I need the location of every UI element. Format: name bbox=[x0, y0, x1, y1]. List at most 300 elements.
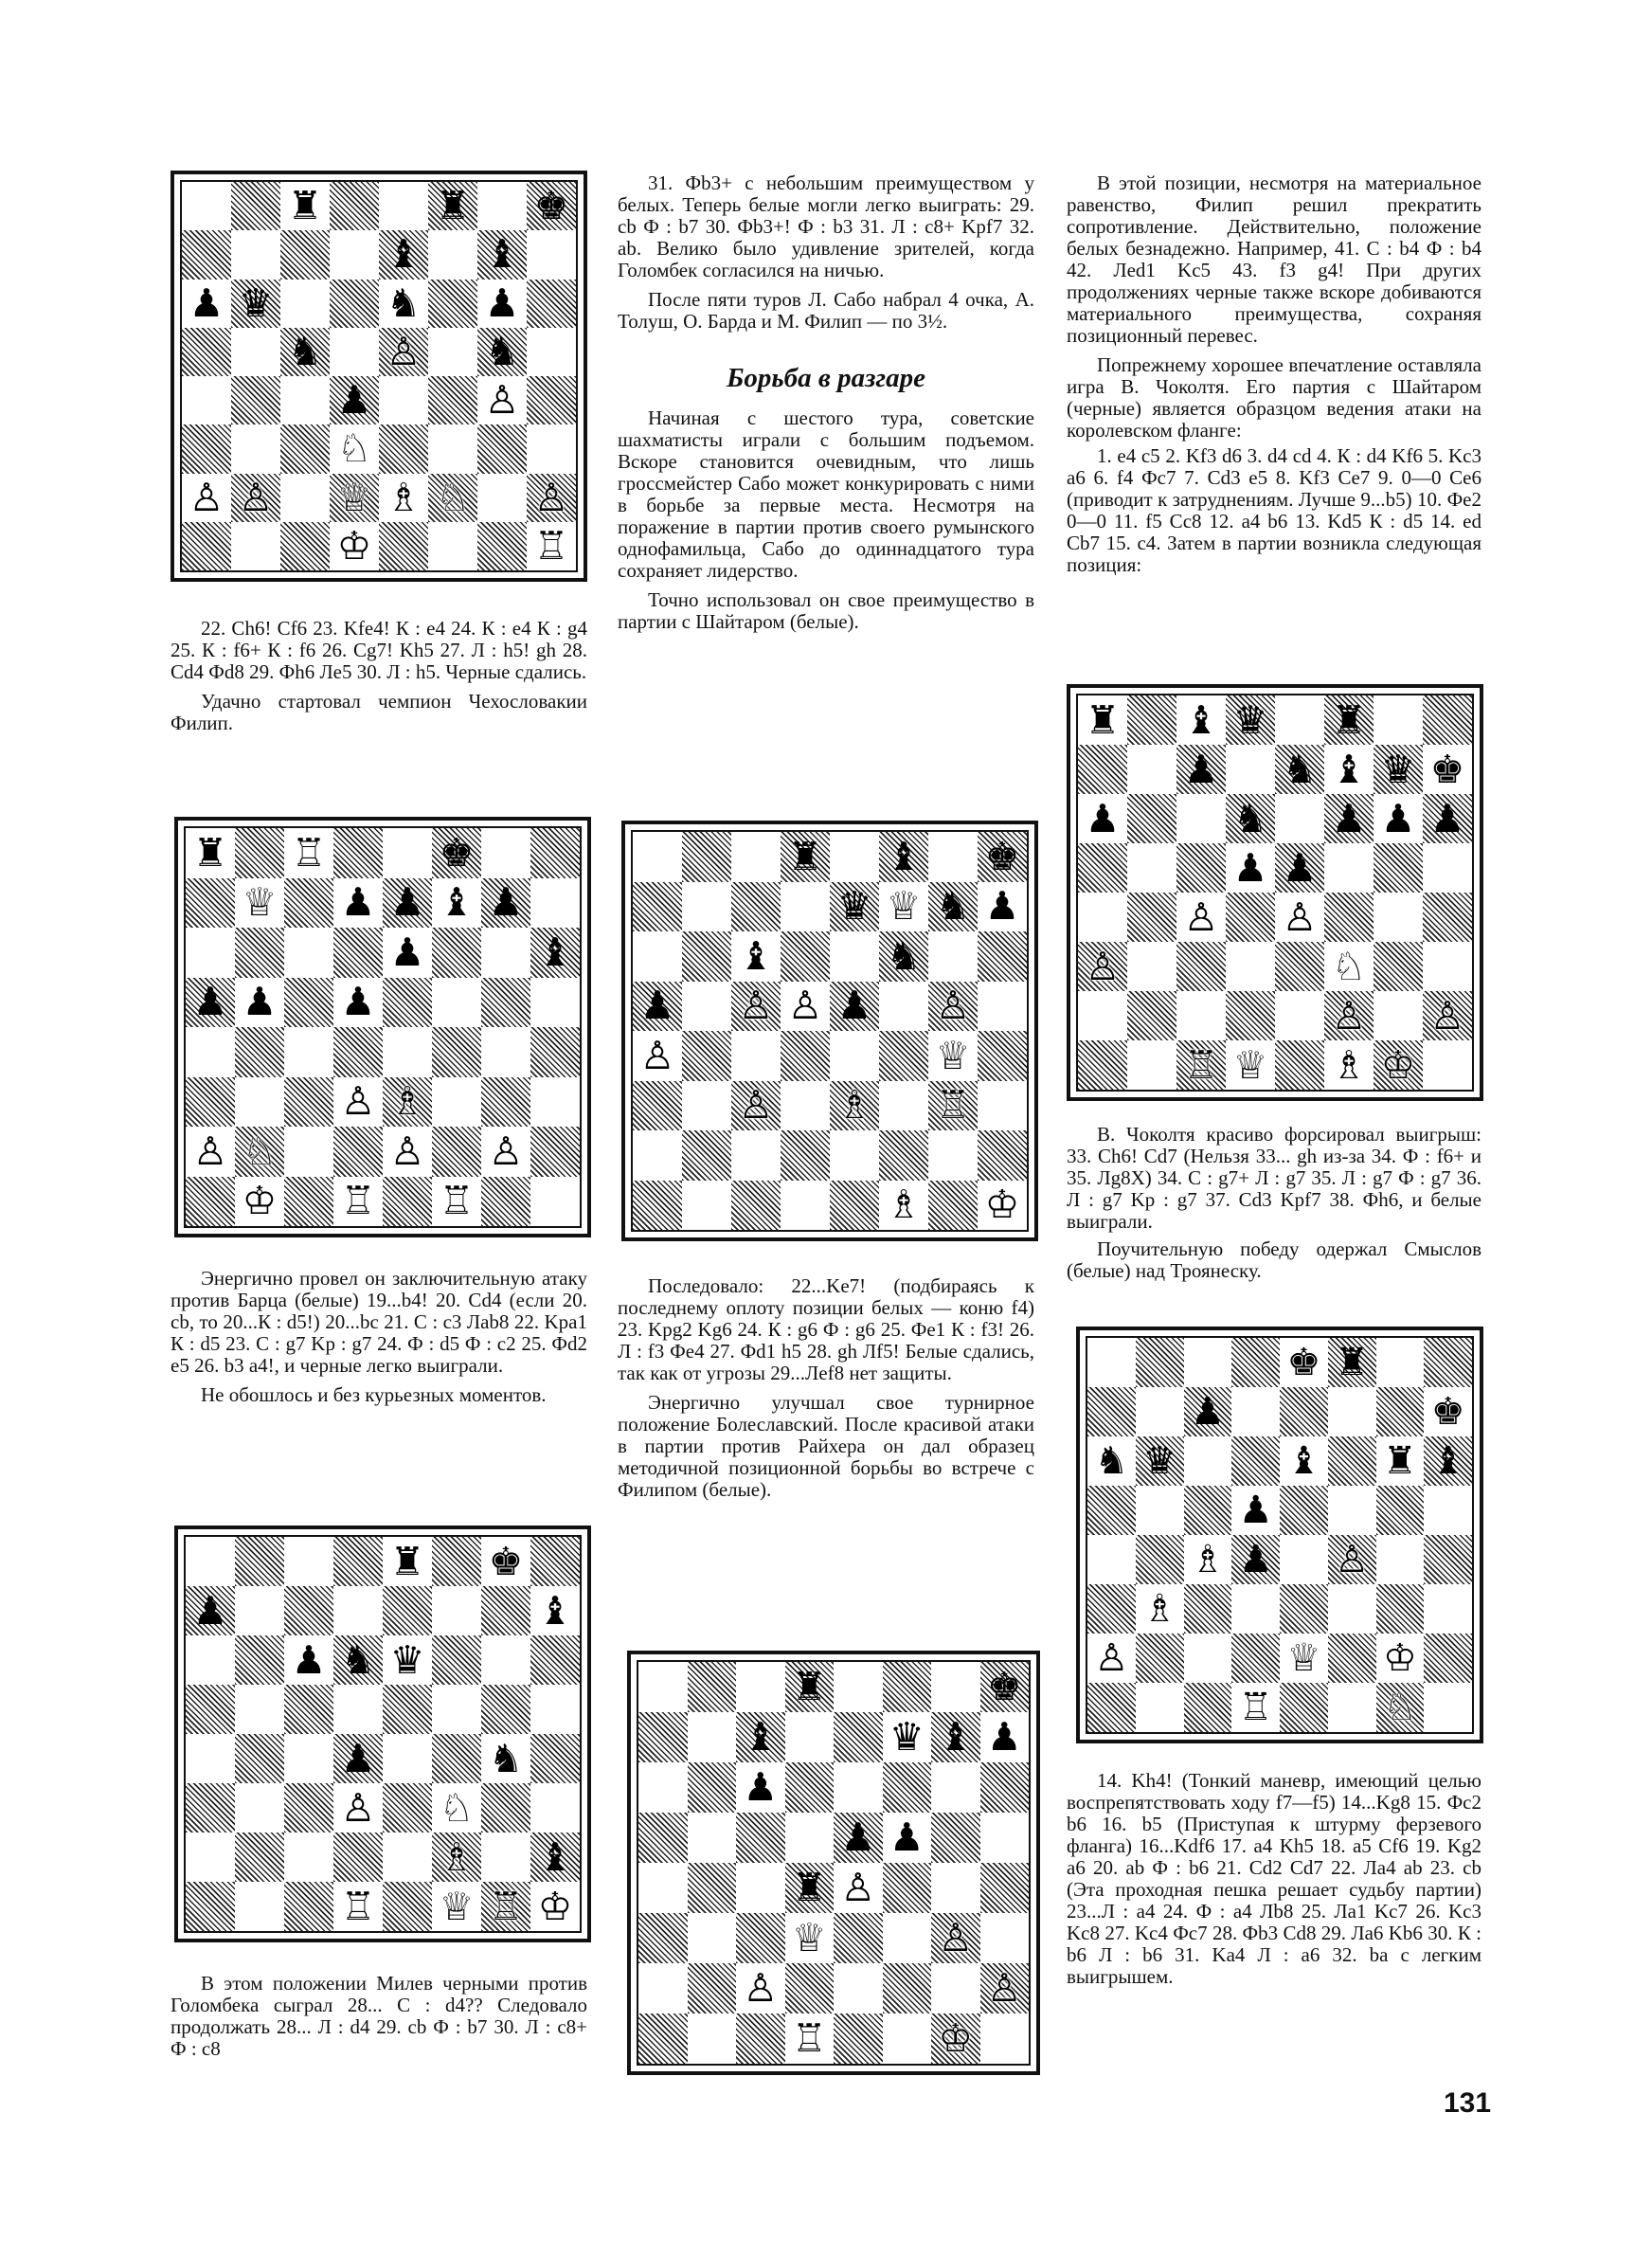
board-square bbox=[830, 982, 879, 1032]
board-square bbox=[186, 1882, 235, 1931]
board-square bbox=[1184, 1338, 1232, 1387]
board-square bbox=[980, 1913, 1030, 1963]
board-square bbox=[432, 878, 481, 929]
black-pawn-icon: ♟ bbox=[336, 377, 372, 424]
board-square bbox=[235, 1783, 284, 1833]
white-pawn-icon: ♙ bbox=[1282, 894, 1318, 940]
board-square bbox=[235, 1685, 284, 1734]
board-square bbox=[1231, 1584, 1280, 1634]
board-square bbox=[186, 1177, 235, 1227]
board-square bbox=[1136, 1486, 1184, 1535]
board-square bbox=[1226, 695, 1275, 745]
board-square bbox=[432, 1077, 481, 1128]
board-square bbox=[477, 280, 527, 328]
board-square bbox=[1324, 794, 1374, 843]
board-square bbox=[1324, 843, 1374, 893]
board-square bbox=[928, 982, 978, 1032]
black-bishop-icon: ♝ bbox=[537, 1833, 573, 1880]
board-square bbox=[432, 1685, 481, 1734]
board-square bbox=[682, 1081, 731, 1131]
board-square bbox=[1423, 991, 1472, 1040]
board-square bbox=[931, 1662, 980, 1712]
board-square bbox=[638, 1863, 688, 1913]
board-square bbox=[182, 376, 231, 424]
board-square bbox=[1324, 893, 1374, 942]
board-square bbox=[1078, 942, 1127, 991]
board-square bbox=[1127, 893, 1176, 942]
black-pawn-icon: ♟ bbox=[1183, 746, 1219, 792]
board-square bbox=[1423, 942, 1472, 991]
black-pawn-icon: ♟ bbox=[1429, 795, 1465, 841]
paragraph: 1. e4 c5 2. Kf3 d6 3. d4 cd 4. К : d4 Kf6 5. Kc3 a6 6. f4 Фc7 7. Cd3 e5 8. Kf3 Ce7 9. 0—0 Ce6 (приводит к затруднениям. Лучше 9...b5) 10. Фe2 0—0 11. f5 Cc8 12. a4 b6 13. Kd5 К : d5 14. ed Cb7 15. c4. Затем в партии возникла следующая позиция: bbox=[1067, 444, 1481, 576]
paragraph: В этой позиции, несмотря на материальное равенство, Филип решил прекратить сопротивление. Действительно, положение белых безнадежно. Например, 41. C : b4 Ф : b4 42. Лed1 Kc5 43. f3 g4! При других продолжениях черные также вскоре добиваются материального преимущества, сохраняя позиционный перевес. bbox=[1067, 172, 1481, 347]
chessboard-grid bbox=[184, 1535, 582, 1933]
board-square bbox=[284, 1685, 333, 1734]
chess-diagram-7 bbox=[1076, 1327, 1483, 1743]
board-square bbox=[736, 1762, 785, 1813]
column-1-text-c bbox=[171, 1973, 587, 2060]
board-square bbox=[830, 832, 879, 882]
board-square bbox=[883, 1963, 932, 2013]
black-pawn-icon: ♟ bbox=[889, 1815, 925, 1860]
chess-diagram-4 bbox=[621, 821, 1038, 1241]
board-square bbox=[330, 328, 379, 376]
board-square bbox=[530, 1833, 580, 1882]
black-rook-icon: ♜ bbox=[1382, 1439, 1417, 1483]
board-square bbox=[432, 828, 481, 878]
black-rook-icon: ♜ bbox=[1331, 696, 1367, 743]
board-square bbox=[284, 1734, 333, 1783]
board-square bbox=[1424, 1634, 1472, 1683]
board-square bbox=[1376, 1338, 1425, 1387]
board-square bbox=[638, 1963, 688, 2013]
black-pawn-icon: ♟ bbox=[1282, 844, 1318, 891]
board-square bbox=[830, 1181, 879, 1231]
black-rook-icon: ♜ bbox=[1085, 696, 1121, 743]
board-square bbox=[1275, 745, 1324, 794]
white-knight-icon: ♘ bbox=[435, 474, 471, 520]
board-square bbox=[428, 280, 477, 328]
board-square bbox=[186, 1027, 235, 1077]
board-square bbox=[1376, 1634, 1425, 1683]
column-1-text-a bbox=[171, 618, 587, 734]
board-square bbox=[1324, 1040, 1374, 1090]
board-square bbox=[1280, 1436, 1328, 1486]
board-square bbox=[830, 1130, 879, 1181]
board-square bbox=[383, 1882, 432, 1931]
board-square bbox=[633, 982, 682, 1032]
paragraph: Точно использовал он свое преимущество в партии с Шайтаром (белые). bbox=[618, 588, 1034, 633]
board-square bbox=[633, 832, 682, 882]
board-square bbox=[638, 1762, 688, 1813]
board-square bbox=[785, 1813, 835, 1863]
board-square bbox=[1127, 1040, 1176, 1090]
board-square bbox=[1087, 1387, 1136, 1436]
board-square bbox=[333, 1833, 383, 1882]
white-queen-icon: ♕ bbox=[336, 474, 372, 520]
board-square bbox=[330, 182, 379, 230]
white-rook-icon: ♖ bbox=[340, 1883, 376, 1929]
board-square bbox=[785, 2013, 835, 2064]
board-square bbox=[186, 1586, 235, 1635]
board-square bbox=[1176, 1040, 1226, 1090]
board-square bbox=[481, 878, 530, 929]
board-square bbox=[1376, 1584, 1425, 1634]
board-square bbox=[731, 1031, 781, 1081]
black-pawn-icon: ♟ bbox=[488, 879, 524, 926]
board-square bbox=[1376, 1486, 1425, 1535]
board-square bbox=[1087, 1683, 1136, 1732]
board-square bbox=[1136, 1634, 1184, 1683]
board-square bbox=[781, 832, 830, 882]
board-square bbox=[428, 522, 477, 570]
black-rook-icon: ♜ bbox=[192, 829, 228, 876]
board-square bbox=[235, 928, 284, 978]
board-square bbox=[428, 474, 477, 522]
board-square bbox=[928, 882, 978, 932]
board-square bbox=[527, 522, 576, 570]
board-square bbox=[432, 1783, 481, 1833]
board-square bbox=[1226, 843, 1275, 893]
board-square bbox=[231, 424, 280, 473]
board-square bbox=[978, 882, 1027, 932]
board-square bbox=[481, 1537, 530, 1586]
board-square bbox=[481, 1833, 530, 1882]
board-square bbox=[980, 1863, 1030, 1913]
board-square bbox=[235, 828, 284, 878]
black-pawn-icon: ♟ bbox=[986, 1714, 1022, 1760]
board-square bbox=[330, 522, 379, 570]
board-square bbox=[432, 1127, 481, 1177]
board-square bbox=[688, 2013, 737, 2064]
board-square bbox=[931, 1963, 980, 2013]
section-heading: Борьба в разгаре bbox=[727, 363, 925, 393]
board-square bbox=[527, 474, 576, 522]
board-square bbox=[879, 832, 928, 882]
board-square bbox=[530, 1127, 580, 1177]
column-3-text-a bbox=[1067, 172, 1481, 576]
board-square bbox=[1078, 745, 1127, 794]
black-bishop-icon: ♝ bbox=[1331, 746, 1367, 792]
board-square bbox=[1231, 1436, 1280, 1486]
paragraph: Попрежнему хорошее впечатление оставляла игра В. Чоколтя. Его партия с Шайтаром (черные) является образцом ведения атаки на королевском фланге: bbox=[1067, 353, 1481, 442]
chess-diagram-1 bbox=[171, 171, 587, 582]
paragraph: После пяти туров Л. Сабо набрал 4 очка, А. Толуш, О. Барда и М. Филип — по 3½. bbox=[618, 288, 1034, 333]
board-square bbox=[379, 474, 428, 522]
white-pawn-icon: ♙ bbox=[986, 1965, 1022, 2011]
board-square bbox=[481, 1882, 530, 1931]
board-square bbox=[182, 280, 231, 328]
board-square bbox=[978, 931, 1027, 982]
board-square bbox=[330, 280, 379, 328]
board-square bbox=[481, 978, 530, 1028]
board-square bbox=[530, 1077, 580, 1128]
board-square bbox=[1280, 1634, 1328, 1683]
board-square bbox=[330, 424, 379, 473]
board-square bbox=[383, 1537, 432, 1586]
board-square bbox=[527, 230, 576, 279]
board-square bbox=[883, 1863, 932, 1913]
board-square bbox=[1275, 695, 1324, 745]
board-square bbox=[330, 376, 379, 424]
board-square bbox=[1374, 745, 1423, 794]
board-square bbox=[428, 182, 477, 230]
board-square bbox=[432, 978, 481, 1028]
board-square bbox=[928, 1031, 978, 1081]
board-square bbox=[1176, 745, 1226, 794]
board-square bbox=[633, 882, 682, 932]
white-rook-icon: ♖ bbox=[1238, 1686, 1273, 1729]
board-square bbox=[1176, 794, 1226, 843]
board-square bbox=[1280, 1338, 1328, 1387]
board-square bbox=[527, 328, 576, 376]
board-square bbox=[1275, 794, 1324, 843]
board-square bbox=[1324, 695, 1374, 745]
board-square bbox=[477, 474, 527, 522]
board-square bbox=[284, 1882, 333, 1931]
white-pawn-icon: ♙ bbox=[484, 377, 520, 424]
board-square bbox=[235, 1635, 284, 1685]
board-square bbox=[688, 1712, 737, 1762]
board-square bbox=[383, 1635, 432, 1685]
black-pawn-icon: ♟ bbox=[743, 1764, 779, 1810]
board-square bbox=[830, 931, 879, 982]
board-square bbox=[1226, 794, 1275, 843]
board-square bbox=[781, 982, 830, 1032]
board-square bbox=[530, 1177, 580, 1227]
black-bishop-icon: ♝ bbox=[1286, 1439, 1321, 1483]
board-square bbox=[1328, 1683, 1376, 1732]
board-square bbox=[477, 522, 527, 570]
board-square bbox=[879, 1031, 928, 1081]
white-queen-icon: ♕ bbox=[1286, 1636, 1321, 1680]
board-square bbox=[1226, 991, 1275, 1040]
white-knight-icon: ♘ bbox=[439, 1784, 475, 1831]
board-square bbox=[736, 1662, 785, 1712]
board-square bbox=[1374, 695, 1423, 745]
board-square bbox=[182, 230, 231, 279]
board-square bbox=[284, 1177, 333, 1227]
board-square bbox=[1280, 1535, 1328, 1584]
board-square bbox=[284, 1537, 333, 1586]
black-pawn-icon: ♟ bbox=[984, 883, 1020, 930]
board-square bbox=[231, 522, 280, 570]
paragraph: 22. Ch6! Cf6 23. Kfe4! К : e4 24. К : e4 К : g4 25. К : f6+ К : f6 26. Cg7! Kh5 27. Л : h5! gh 28. Cd4 Фd8 29. Фh6 Лe5 30. Л : h5. Черные сдались. bbox=[171, 617, 587, 683]
board-square bbox=[1136, 1535, 1184, 1584]
board-square bbox=[736, 1913, 785, 1963]
white-pawn-icon: ♙ bbox=[389, 1128, 425, 1174]
board-square bbox=[931, 2013, 980, 2064]
black-knight-icon: ♞ bbox=[386, 280, 422, 326]
chess-diagram-3 bbox=[174, 1526, 591, 1942]
board-square bbox=[1226, 893, 1275, 942]
black-rook-icon: ♜ bbox=[287, 183, 323, 229]
board-square bbox=[383, 1734, 432, 1783]
board-square bbox=[834, 1813, 883, 1863]
board-square bbox=[333, 1077, 383, 1128]
board-square bbox=[1374, 794, 1423, 843]
board-square bbox=[481, 1635, 530, 1685]
board-square bbox=[186, 1833, 235, 1882]
board-square bbox=[682, 1130, 731, 1181]
white-rook-icon: ♖ bbox=[791, 2015, 827, 2061]
white-rook-icon: ♖ bbox=[340, 1178, 376, 1224]
black-bishop-icon: ♝ bbox=[743, 1714, 779, 1760]
paragraph: В этом положении Милев черными против Голомбека сыграл 28... C : d4?? Следовало продолжать 28... Л : d4 29. cb Ф : b7 30. Л : c8+ Ф : c8 bbox=[171, 1972, 587, 2060]
white-pawn-icon: ♙ bbox=[840, 1865, 876, 1910]
board-square bbox=[1328, 1436, 1376, 1486]
black-knight-icon: ♞ bbox=[287, 328, 323, 374]
board-square bbox=[333, 828, 383, 878]
board-square bbox=[383, 1586, 432, 1635]
board-square bbox=[186, 1734, 235, 1783]
board-square bbox=[333, 1685, 383, 1734]
board-square bbox=[333, 1027, 383, 1077]
board-square bbox=[1424, 1486, 1472, 1535]
board-square bbox=[688, 1913, 737, 1963]
white-queen-icon: ♕ bbox=[886, 883, 922, 930]
black-bishop-icon: ♝ bbox=[439, 879, 475, 926]
board-square bbox=[931, 1712, 980, 1762]
board-square bbox=[182, 424, 231, 473]
white-bishop-icon: ♗ bbox=[1142, 1587, 1177, 1631]
board-square bbox=[530, 928, 580, 978]
black-knight-icon: ♞ bbox=[488, 1735, 524, 1781]
board-square bbox=[231, 328, 280, 376]
board-square bbox=[231, 376, 280, 424]
black-king-icon: ♚ bbox=[1430, 1390, 1465, 1434]
board-square bbox=[280, 230, 330, 279]
board-square bbox=[481, 828, 530, 878]
board-square bbox=[1374, 843, 1423, 893]
board-square bbox=[477, 230, 527, 279]
board-square bbox=[633, 1130, 682, 1181]
black-knight-icon: ♞ bbox=[1094, 1439, 1129, 1483]
black-pawn-icon: ♟ bbox=[192, 1587, 228, 1634]
board-square bbox=[928, 1081, 978, 1131]
board-square bbox=[731, 1130, 781, 1181]
white-queen-icon: ♕ bbox=[791, 1915, 827, 1960]
black-pawn-icon: ♟ bbox=[291, 1636, 327, 1683]
board-square bbox=[530, 878, 580, 929]
black-rook-icon: ♜ bbox=[791, 1664, 827, 1709]
black-bishop-icon: ♝ bbox=[886, 833, 922, 879]
white-pawn-icon: ♙ bbox=[1183, 894, 1219, 940]
black-pawn-icon: ♟ bbox=[1331, 795, 1367, 841]
board-square bbox=[1184, 1387, 1232, 1436]
black-queen-icon: ♛ bbox=[889, 1714, 925, 1760]
black-knight-icon: ♞ bbox=[484, 328, 520, 374]
board-square bbox=[280, 280, 330, 328]
black-rook-icon: ♜ bbox=[791, 1865, 827, 1910]
board-square bbox=[379, 424, 428, 473]
board-square bbox=[428, 376, 477, 424]
board-square bbox=[231, 230, 280, 279]
board-square bbox=[1176, 843, 1226, 893]
white-pawn-icon: ♙ bbox=[192, 1128, 228, 1174]
black-king-icon: ♚ bbox=[984, 833, 1020, 879]
board-square bbox=[186, 1537, 235, 1586]
board-square bbox=[1328, 1634, 1376, 1683]
white-pawn-icon: ♙ bbox=[639, 1032, 675, 1078]
board-square bbox=[1374, 893, 1423, 942]
board-square bbox=[186, 1685, 235, 1734]
white-bishop-icon: ♗ bbox=[886, 1182, 922, 1228]
white-pawn-icon: ♙ bbox=[340, 1784, 376, 1831]
board-square bbox=[1231, 1486, 1280, 1535]
black-pawn-icon: ♟ bbox=[1190, 1390, 1225, 1434]
chess-diagram-6 bbox=[1067, 684, 1483, 1101]
white-rook-icon: ♖ bbox=[533, 522, 569, 569]
board-square bbox=[481, 1177, 530, 1227]
black-pawn-icon: ♟ bbox=[389, 929, 425, 975]
board-square bbox=[1184, 1486, 1232, 1535]
board-square bbox=[682, 1181, 731, 1231]
board-square bbox=[280, 182, 330, 230]
black-bishop-icon: ♝ bbox=[484, 231, 520, 278]
board-square bbox=[1127, 942, 1176, 991]
board-square bbox=[1275, 843, 1324, 893]
black-rook-icon: ♜ bbox=[1335, 1341, 1370, 1384]
board-square bbox=[978, 1181, 1027, 1231]
white-rook-icon: ♖ bbox=[488, 1883, 524, 1929]
board-square bbox=[284, 878, 333, 929]
white-pawn-icon: ♙ bbox=[1094, 1636, 1129, 1680]
board-square bbox=[638, 1913, 688, 1963]
paragraph: Энергично провел он заключительную атаку против Барца (белые) 19...b4! 20. Cd4 (если 20. cb, то 20...К : d5!) 20...bc 21. C : c3 Лab8 22. Kpa1 К : d5 23. C : g7 Kp : g7 24. Ф : d5 Ф : c2 25. Фd2 e5 26. b3 a4!, и черные легко выиграли. bbox=[171, 1267, 587, 1377]
chess-diagram-5 bbox=[627, 1651, 1040, 2075]
board-square bbox=[1424, 1338, 1472, 1387]
board-square bbox=[834, 1662, 883, 1712]
board-square bbox=[1328, 1387, 1376, 1436]
board-square bbox=[235, 1734, 284, 1783]
board-square bbox=[530, 828, 580, 878]
board-square bbox=[928, 1181, 978, 1231]
board-square bbox=[1280, 1683, 1328, 1732]
board-square bbox=[931, 1863, 980, 1913]
board-square bbox=[481, 1077, 530, 1128]
board-square bbox=[383, 878, 432, 929]
board-square bbox=[530, 1685, 580, 1734]
board-square bbox=[883, 1662, 932, 1712]
board-square bbox=[477, 424, 527, 473]
black-pawn-icon: ♟ bbox=[836, 983, 872, 1029]
white-king-icon: ♔ bbox=[984, 1182, 1020, 1228]
black-bishop-icon: ♝ bbox=[537, 929, 573, 975]
white-pawn-icon: ♙ bbox=[787, 983, 823, 1029]
board-square bbox=[1275, 1040, 1324, 1090]
board-square bbox=[834, 2013, 883, 2064]
board-square bbox=[477, 328, 527, 376]
white-bishop-icon: ♗ bbox=[439, 1833, 475, 1880]
board-square bbox=[781, 882, 830, 932]
board-square bbox=[978, 1130, 1027, 1181]
board-square bbox=[1176, 991, 1226, 1040]
board-square bbox=[785, 1762, 835, 1813]
paragraph: Энергично улучшал свое турнирное положение Болеславский. После красивой атаки в партии против Райхера он дал образец методичной позиционной борьбы во встрече с Филипом (белые). bbox=[618, 1391, 1034, 1501]
white-bishop-icon: ♗ bbox=[386, 474, 422, 520]
board-square bbox=[186, 1127, 235, 1177]
chess-diagram-2 bbox=[174, 817, 591, 1237]
board-square bbox=[1423, 695, 1472, 745]
board-square bbox=[1078, 843, 1127, 893]
board-square bbox=[235, 1127, 284, 1177]
column-3-text-b bbox=[1067, 1124, 1481, 1282]
board-square bbox=[280, 328, 330, 376]
paragraph: Поучительную победу одержал Смыслов (белые) над Троянеску. bbox=[1067, 1237, 1481, 1282]
board-square bbox=[383, 828, 432, 878]
white-king-icon: ♔ bbox=[938, 2015, 974, 2061]
